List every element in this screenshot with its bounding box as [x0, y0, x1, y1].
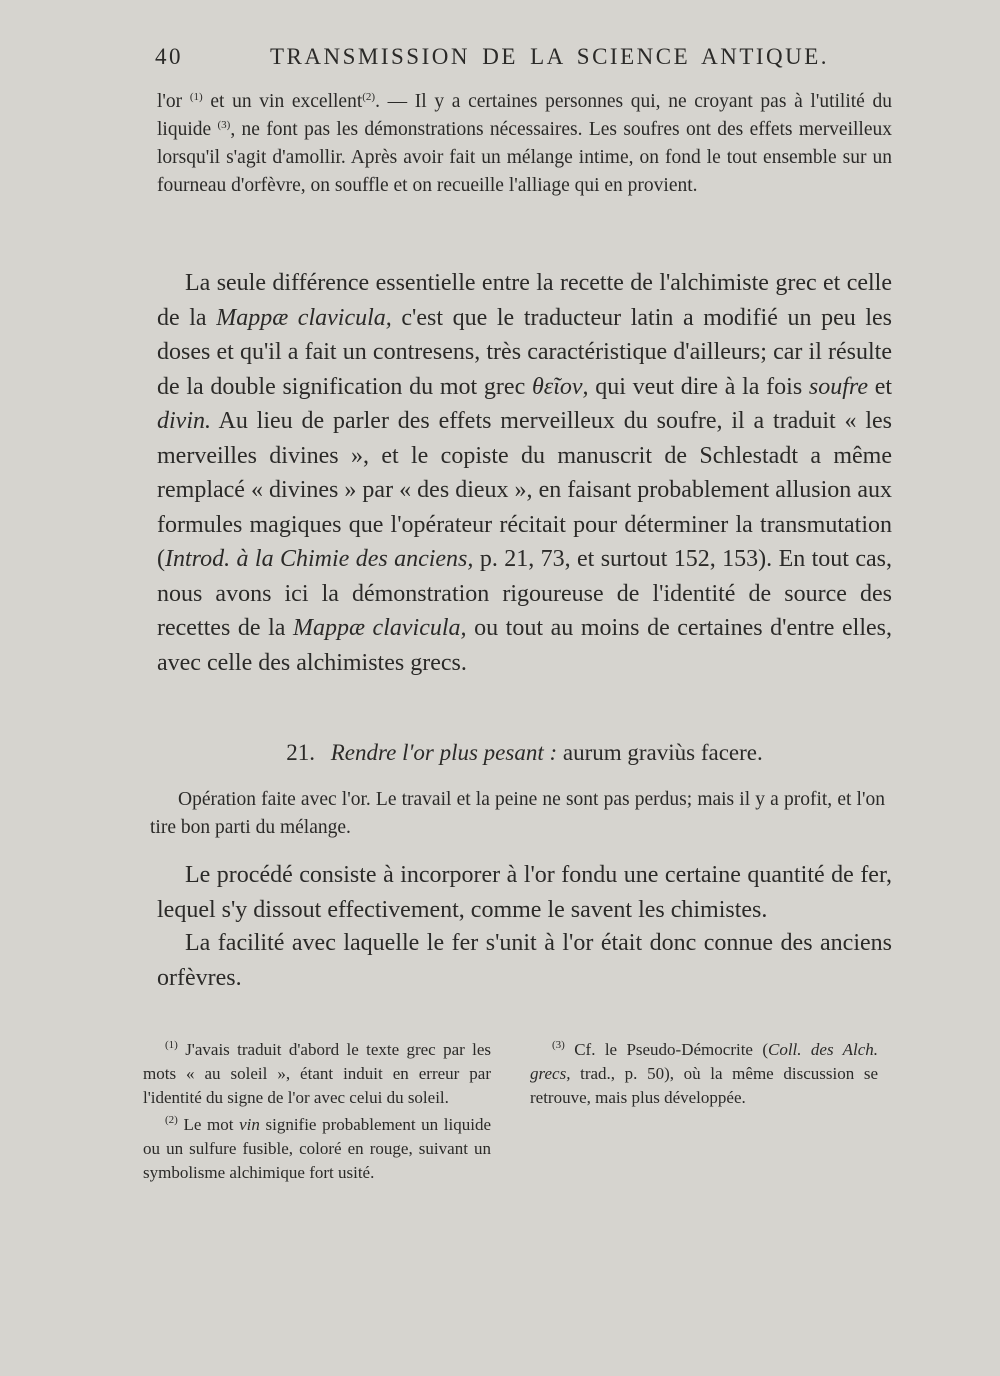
footnote-italic: Coll. des Alch. grecs, [530, 1040, 879, 1083]
para-text: c'est que le traducteur latin a modifié un peu les doses et qu'il a fait un contresens, très caractéristique d'ailleurs; car il résulte de la double signification du mot grec [157, 304, 893, 400]
quote2-text: Opération faite avec l'or. Le travail et la peine ne sont pas perdus; mais il y a profit, et l'on tire bon parti du mélange. [150, 789, 885, 838]
section-heading [157, 740, 892, 766]
greek-word: θεῖον, [531, 373, 589, 400]
recipe-quote [157, 88, 892, 200]
footnote-2 [143, 1113, 491, 1185]
italic-title: Mappæ clavicula, [292, 615, 467, 641]
quote-text: . — Il y a certaines personnes qui, ne croyant pas à l'utilité du liquide [157, 91, 893, 140]
para2-text: Le procédé consiste à incorporer à l'or fondu une certaine quantité de fer, lequel s'y dissout effectivement, comme le savent les chimistes. [157, 862, 892, 923]
para3-text: La facilité avec laquelle le fer s'unit à l'or était donc connue des anciens orfèvres. [157, 930, 892, 991]
quote-text: l'or [157, 91, 183, 112]
para-text: p. 21, 73, et surtout 152, 153). En tout cas, nous avons ici la démonstration rigoureuse de l'identité de source des recettes de la [157, 546, 893, 641]
italic-reference: Introd. à la Chimie des anciens, [165, 546, 474, 572]
footnote-text: Cf. le Pseudo-Démocrite ( [574, 1040, 768, 1059]
note-ref-3: (3) [217, 119, 231, 131]
footnote-mark: (1) [165, 1039, 178, 1051]
footnote-text: trad., p. 50), où la même discussion se retrouve, mais plus développée. [530, 1064, 879, 1107]
section-latin-title: aurum graviùs facere. [562, 740, 763, 765]
running-title: TRANSMISSION DE LA SCIENCE ANTIQUE. [270, 44, 830, 69]
italic-word: soufre [808, 373, 868, 400]
section-title: Rendre l'or plus pesant : [330, 740, 558, 765]
footnotes-right-column [530, 1038, 878, 1113]
recipe-quote-2 [150, 786, 885, 842]
footnote-text: J'avais traduit d'abord le texte grec par les mots « au soleil », étant induit en erreur par l'identité du signe de l'or avec celui du soleil. [143, 1040, 492, 1107]
para-text: Au lieu de parler des effets merveilleux du soufre, il a traduit « les merveilles divines », et le copiste du manuscrit de Schlestadt a même remplacé « divines » par « des dieux », en faisant probablement allusion aux formules magiques que l'opérateur récitait pour déterminer la transmutation ( [157, 408, 892, 572]
note-ref-2: (2) [362, 91, 376, 103]
footnotes-left-column [143, 1038, 491, 1188]
paragraph-3 [157, 926, 892, 995]
footnote-text: signifie probablement un liquide ou un sulfure fusible, coloré en rouge, suivant un symbolisme alchimique fort usité. [143, 1115, 492, 1182]
page-number: 40 [155, 44, 183, 69]
commentary-paragraph [157, 266, 892, 680]
quote-text: , ne font pas les démonstrations nécessaires. Les soufres ont des effets merveilleux lorsqu'il s'agit d'amollir. Après avoir fait un mélange intime, on fond le tout ensemble sur un fourneau d'orfèvre, on souffle et on recueille l'alliage qui en provient. [157, 119, 892, 196]
note-ref-1: (1) [189, 91, 203, 103]
para-text: La seule différence essentielle entre la recette de l'alchimiste grec et celle de la [157, 270, 892, 331]
footnote-mark: (3) [552, 1039, 565, 1051]
para-text: qui veut dire à la fois [595, 373, 803, 400]
footnote-1 [143, 1038, 491, 1110]
footnote-text: Le mot [183, 1115, 234, 1134]
para-text: et [874, 373, 893, 400]
section-number: 21. [286, 740, 315, 765]
footnote-3 [530, 1038, 878, 1110]
footnote-italic: vin [239, 1115, 260, 1134]
footnote-mark: (2) [165, 1114, 178, 1126]
paragraph-2 [157, 858, 892, 927]
italic-word: divin. [157, 408, 211, 434]
italic-title: Mappæ clavicula, [216, 304, 392, 331]
quote-text: et un vin excellent [210, 91, 363, 112]
para-text: ou tout au moins de certaines d'entre elles, avec celle des alchimistes grecs. [157, 615, 893, 676]
